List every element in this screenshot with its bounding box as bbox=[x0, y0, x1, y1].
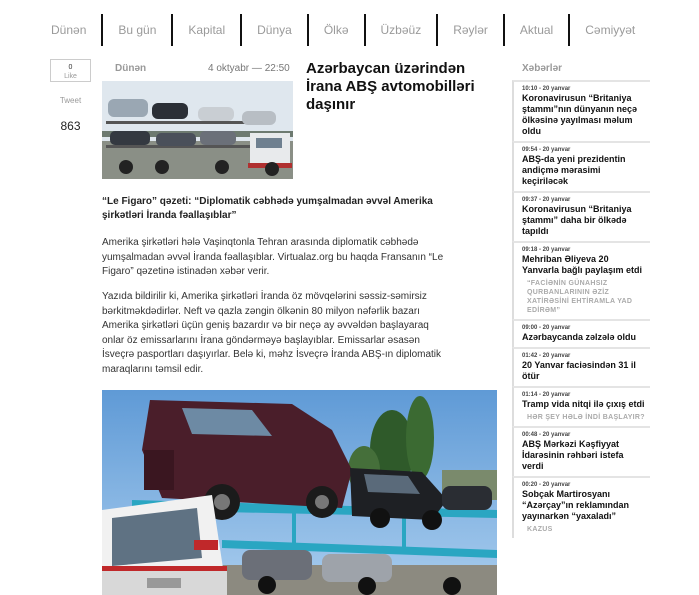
nav-item-kapital[interactable]: Kapital bbox=[171, 14, 240, 46]
like-label: Like bbox=[64, 73, 77, 80]
news-time: 01:14 - 20 yanvar bbox=[522, 392, 571, 398]
article-thumbnail-image bbox=[102, 81, 293, 179]
news-time: 09:37 - 20 yanvar bbox=[522, 197, 571, 203]
nav-item-olke[interactable]: Ölkə bbox=[307, 14, 364, 46]
tweet-button[interactable]: Tweet bbox=[59, 96, 82, 105]
like-button[interactable] bbox=[50, 59, 91, 82]
nav-item-dunen[interactable]: Dünən bbox=[51, 23, 87, 37]
news-item[interactable] bbox=[512, 241, 650, 319]
article-title: Azərbaycan üzərindən İrana ABŞ avtomobilləri daşınır bbox=[306, 60, 475, 113]
news-title[interactable]: Koronavirusun “Britaniya ştammı”nın dünyanın neçə ölkəsinə yayılması məlum oldu bbox=[522, 93, 638, 136]
nav-item-aktual[interactable]: Aktual bbox=[503, 14, 568, 46]
social-share bbox=[50, 59, 91, 133]
article-date: 4 oktyabr — 22:50 bbox=[208, 63, 290, 74]
news-item[interactable] bbox=[512, 191, 650, 241]
article-lead: “Le Figaro” qəzeti: “Diplomatik cəbhədə yumşalmadan əvvəl Amerika şirkətləri İranda fəallaşıblar” bbox=[102, 196, 433, 221]
news-time: 00:48 - 20 yanvar bbox=[522, 432, 571, 438]
article-category[interactable]: Dünən bbox=[115, 63, 147, 74]
news-item[interactable] bbox=[512, 319, 650, 347]
news-time: 09:00 - 20 yanvar bbox=[522, 325, 571, 331]
news-item[interactable] bbox=[512, 426, 650, 476]
news-subtitle: KAZUS bbox=[527, 526, 553, 533]
news-item[interactable] bbox=[512, 141, 650, 191]
news-title[interactable]: Mehriban Əliyeva 20 Yanvarla bağlı paylaşım etdi bbox=[522, 254, 643, 275]
news-item[interactable] bbox=[512, 476, 650, 538]
news-title[interactable]: Koronavirusun “Britaniya ştammı” daha bir ölkədə tapıldı bbox=[522, 204, 632, 236]
share-count: 863 bbox=[60, 119, 81, 133]
nav-item-cemiyyet[interactable]: Cəmiyyət bbox=[568, 14, 650, 46]
news-feed bbox=[512, 80, 650, 538]
nav-item-dunya[interactable]: Dünya bbox=[240, 14, 307, 46]
nav-item-bu-gun[interactable]: Bu gün bbox=[101, 14, 171, 46]
news-time: 00:20 - 20 yanvar bbox=[522, 482, 571, 488]
article-paragraph: Amerika şirkətləri hələ Vaşinqtonla Tehran arasında diplomatik cəbhədə yumşalmadan əvvəl İranda fəallaşıblar. Virtualaz.org bu haqda Fransanın “Le Figaro” qəzetinə istinadən xəbər verir. bbox=[102, 237, 444, 277]
news-subtitle: “FACİƏNİN GÜNAHSIZ QURBANLARININ ƏZİZ XATİRƏSİNİ EHTİRAMLA YAD EDİRƏM” bbox=[527, 280, 633, 314]
news-time: 01:42 - 20 yanvar bbox=[522, 353, 571, 359]
top-navigation bbox=[36, 14, 650, 46]
news-title[interactable]: ABŞ-da yeni prezidentin andiçmə mərasimi keçiriləcək bbox=[522, 154, 626, 186]
news-title[interactable]: ABŞ Mərkəzi Kəşfiyyat İdarəsinin rəhbəri istefa verdi bbox=[522, 439, 624, 471]
news-time: 09:54 - 20 yanvar bbox=[522, 147, 571, 153]
nav-item-uzbeuz[interactable]: Üzbəüz bbox=[364, 14, 437, 46]
news-time: 10:10 - 20 yanvar bbox=[522, 86, 571, 92]
article-main-image bbox=[102, 390, 497, 595]
sidebar-title: Xəbərlər bbox=[522, 63, 563, 74]
news-title[interactable]: Tramp vida nitqi ilə çıxış etdi bbox=[522, 399, 645, 409]
nav-item-reyler[interactable]: Rəylər bbox=[436, 14, 503, 46]
news-item[interactable] bbox=[512, 386, 650, 426]
news-item[interactable] bbox=[512, 347, 650, 386]
like-count: 0 bbox=[68, 64, 73, 71]
news-title[interactable]: Azərbaycanda zəlzələ oldu bbox=[522, 332, 637, 342]
news-time: 09:18 - 20 yanvar bbox=[522, 247, 571, 253]
news-item[interactable] bbox=[512, 80, 650, 141]
news-subtitle: HƏR ŞEY HƏLƏ İNDİ BAŞLAYIR? bbox=[527, 414, 645, 421]
news-title[interactable]: 20 Yanvar faciəsindən 31 il ötür bbox=[522, 360, 636, 381]
news-title[interactable]: Sobçak Martirosyanı “Azərçay”ın reklamından yayınarkən “yaxaladı” bbox=[522, 489, 630, 521]
article-paragraph: Yazıda bildirilir ki, Amerika şirkətləri İranda öz mövqelərini səssiz-səmirsiz bərkitməkdədirlər. Neft və qazla zəngin ölkənin 80 milyon nəfərlik bazarı Amerika şirkətləri üçün geniş bazardır və bir neçə ay əvvəldən başlayaraq onlar öz emissarlarını İrana göndərməyə başlayıblar. Emissarlar əsasən İsveçrə pasportları daşıyırlar. Belə ki, məhz İsveçrə İranda ABŞ-ın diplomatik maraqlarını təmsil edir. bbox=[102, 291, 442, 375]
